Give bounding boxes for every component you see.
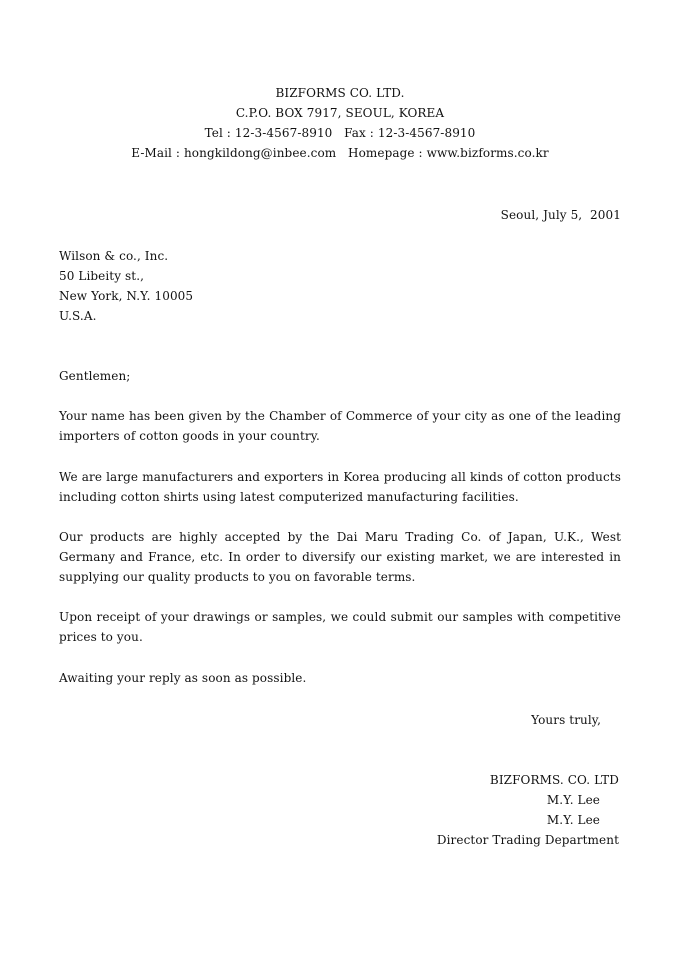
- body-paragraph-3: Our products are highly accepted by the Dai Maru Trading Co. of Japan, U.K., West Germany and France, etc. In order to diversify our existing market, we are interested in supplying our quality products to you on favorable terms.: [59, 530, 621, 584]
- signature-signer-2: M.Y. Lee: [546, 813, 600, 827]
- signature-company: BIZFORMS. CO. LTD: [489, 773, 619, 787]
- letterhead-address: C.P.O. BOX 7917, SEOUL, KOREA: [235, 106, 445, 120]
- letterhead-phone-fax: Tel : 12-3-4567-8910 Fax : 12-3-4567-8910: [204, 126, 476, 140]
- body-paragraph-2: We are large manufacturers and exporters in Korea producing all kinds of cotton products including cotton shirts using latest computerized manufacturing facilities.: [59, 470, 621, 504]
- recipient-street: 50 Libeity st.,: [59, 269, 145, 283]
- recipient-name: Wilson & co., Inc.: [59, 249, 169, 263]
- letterhead: [0, 83, 680, 163]
- recipient-country: U.S.A.: [59, 309, 97, 323]
- body-paragraph-1: Your name has been given by the Chamber of Commerce of your city as one of the leading importers of cotton goods in your country.: [59, 409, 621, 443]
- body-paragraph-4: Upon receipt of your drawings or samples, we could submit our samples with competitive prices to you.: [59, 610, 621, 644]
- recipient-address: [59, 246, 193, 326]
- complimentary-closing: Yours truly,: [531, 713, 601, 727]
- signature-block: [437, 770, 619, 850]
- letterhead-company: BIZFORMS CO. LTD.: [275, 86, 405, 100]
- body-paragraph-5: Awaiting your reply as soon as possible.: [59, 671, 307, 685]
- signature-title: Director Trading Department: [436, 833, 619, 847]
- recipient-city: New York, N.Y. 10005: [59, 289, 194, 303]
- letter-date: Seoul, July 5, 2001: [500, 208, 621, 222]
- letterhead-email-homepage: E-Mail : hongkildong@inbee.com Homepage : www.bizforms.co.kr: [131, 146, 549, 160]
- salutation: Gentlemen;: [59, 369, 131, 383]
- signature-signer-1: M.Y. Lee: [546, 793, 600, 807]
